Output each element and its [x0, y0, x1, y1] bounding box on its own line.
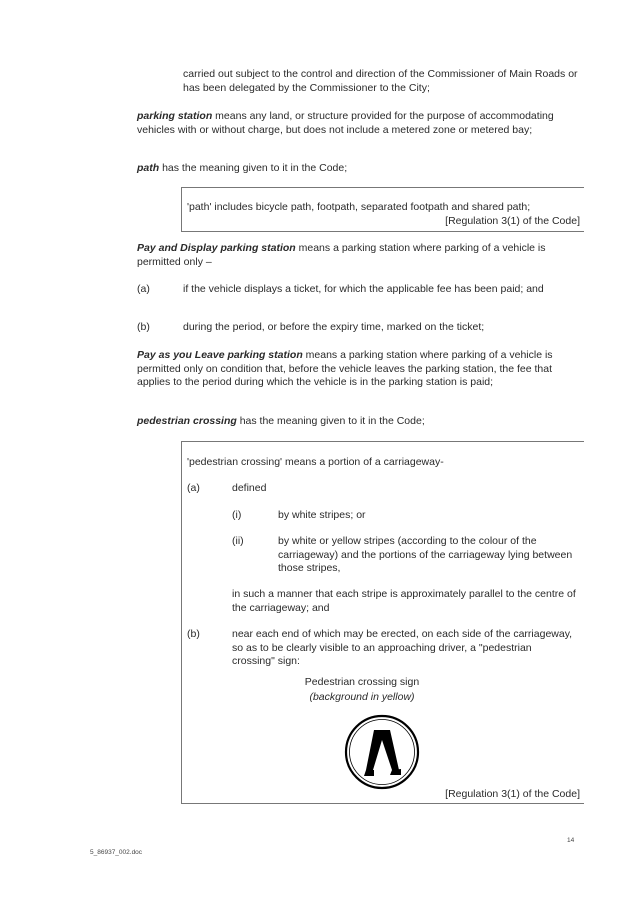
- box2-i-text: by white stripes; or: [278, 509, 366, 521]
- term-pay-leave: Pay as you Leave parking station: [137, 349, 303, 361]
- box2-a-label: (a): [187, 482, 200, 494]
- definition-pedestrian-crossing: [137, 415, 577, 429]
- item-b-label: (b): [137, 321, 150, 333]
- box2-i-label: (i): [232, 509, 242, 521]
- term-pay-display: Pay and Display parking station: [137, 242, 296, 254]
- definition-text: means a parking station where parking of a vehicle is permitted only –: [137, 242, 546, 268]
- box2-reference: [Regulation 3(1) of the Code]: [445, 788, 580, 800]
- footer-filename: 5_86937_002.doc: [90, 849, 143, 856]
- definition-path: [137, 162, 577, 176]
- item-b-text: during the period, or before the expiry time, marked on the ticket;: [183, 321, 485, 333]
- intro-text: carried out subject to the control and direction of the Commissioner of Main Roads or has been delegated by the Commissioner to the City;: [183, 68, 578, 94]
- definition-text: means a parking station where parking of a vehicle is permitted only on condition that, before the vehicle leaves the parking station, the fee that applies to the period during which the vehicle is in the parking station is paid;: [137, 349, 553, 388]
- definition-parking-station: [137, 110, 577, 137]
- term-parking-station: parking station: [137, 110, 213, 122]
- pedestrian-crossing-sign-icon: [343, 713, 421, 791]
- definition-pay-display: [137, 242, 577, 269]
- box-path-reference: [Regulation 3(1) of the Code]: [445, 215, 580, 227]
- intro-paragraph: [183, 68, 583, 95]
- box2-b-text: near each end of which may be erected, on each side of the carriageway, so as to be clearly visible to an approaching driver, a "pedestrian crossing" sign:: [232, 628, 573, 667]
- box-path-text: 'path' includes bicycle path, footpath, separated footpath and shared path;: [187, 201, 531, 213]
- definition-text: has the meaning given to it in the Code;: [159, 162, 348, 174]
- item-a-label: (a): [137, 283, 150, 295]
- sign-title: Pedestrian crossing sign: [304, 676, 420, 688]
- term-pedestrian-crossing: pedestrian crossing: [137, 415, 237, 427]
- definition-text: means any land, or structure provided for the purpose of accommodating vehicles with or without charge, but does not include a metered zone or metered bay;: [137, 110, 554, 136]
- definition-text: has the meaning given to it in the Code;: [236, 415, 425, 427]
- sign-subtitle: (background in yellow): [309, 691, 415, 703]
- term-path: path: [137, 162, 160, 174]
- box2-b-label: (b): [187, 628, 200, 640]
- box2-a-text: defined: [232, 482, 267, 494]
- box2-ii-text: by white or yellow stripes (according to the colour of the carriageway) and the portions of the carriageway lying between those stripes,: [278, 535, 573, 574]
- definition-pay-leave: [137, 349, 577, 390]
- box2-such-text: in such a manner that each stripe is approximately parallel to the centre of the carriageway; and: [232, 588, 576, 614]
- item-a-text: if the vehicle displays a ticket, for which the applicable fee has been paid; and: [183, 283, 544, 295]
- page-number: 14: [567, 837, 575, 844]
- box2-ii-label: (ii): [232, 535, 244, 547]
- box2-intro: 'pedestrian crossing' means a portion of a carriageway-: [187, 456, 444, 468]
